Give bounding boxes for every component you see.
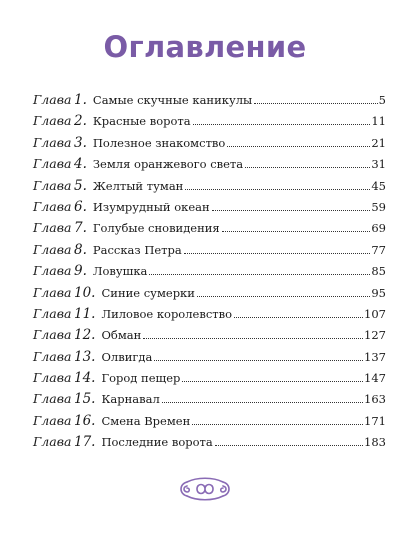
toc-entry (33, 156, 386, 177)
chapter-page-number: 45 (371, 178, 386, 193)
chapter-word: Глава (33, 348, 72, 364)
dot-leader (254, 103, 378, 104)
chapter-title: Лиловое королевство (101, 306, 233, 321)
chapter-number: 12. (74, 327, 96, 344)
toc-entry (33, 178, 386, 199)
chapter-title: Синие сумерки (101, 285, 195, 300)
chapter-number: 14. (74, 370, 96, 387)
chapter-number: 6. (74, 198, 87, 215)
dot-leader (162, 402, 363, 403)
chapter-page-number: 137 (364, 349, 386, 364)
chapter-page-number: 95 (371, 285, 386, 300)
chapter-page-number: 31 (371, 157, 386, 172)
chapter-word: Глава (33, 391, 72, 407)
chapter-title: Последние ворота (101, 435, 213, 450)
chapter-word: Глава (33, 305, 72, 321)
chapter-word: Глава (33, 198, 72, 214)
toc-entry (33, 306, 386, 327)
dot-leader (184, 253, 371, 254)
dot-leader (193, 124, 371, 125)
chapter-page-number: 85 (371, 264, 386, 279)
toc-entry (33, 135, 386, 156)
chapter-page-number: 147 (364, 371, 386, 386)
chapter-title: Смена Времен (101, 413, 191, 428)
chapter-number: 17. (74, 434, 96, 451)
chapter-title: Олвигда (101, 349, 153, 364)
chapter-page-number: 127 (364, 328, 386, 343)
toc-entry (33, 263, 386, 284)
chapter-number: 4. (74, 156, 87, 173)
chapter-page-number: 183 (364, 435, 386, 450)
chapter-title: Земля оранжевого света (92, 157, 244, 172)
chapter-page-number: 171 (364, 413, 386, 428)
chapter-title: Желтый туман (92, 178, 184, 193)
chapter-page-number: 59 (371, 199, 386, 214)
toc-entry (33, 92, 386, 113)
chapter-word: Глава (33, 263, 72, 279)
toc-entry (33, 220, 386, 241)
chapter-number: 5. (74, 177, 87, 194)
toc-entry (33, 327, 386, 348)
dot-leader (245, 167, 370, 168)
chapter-number: 2. (74, 113, 87, 130)
chapter-word: Глава (33, 284, 72, 300)
dot-leader (212, 210, 371, 211)
chapter-title: Голубые сновидения (92, 221, 220, 236)
dot-leader (154, 360, 363, 361)
toc-entry (33, 199, 386, 220)
chapter-page-number: 11 (371, 114, 386, 129)
flourish-ornament-icon (175, 475, 235, 503)
chapter-title: Ловушка (92, 264, 148, 279)
table-of-contents (33, 92, 386, 456)
toc-entry (33, 413, 386, 434)
chapter-page-number: 69 (371, 221, 386, 236)
dot-leader (143, 338, 363, 339)
chapter-word: Глава (33, 113, 72, 129)
chapter-word: Глава (33, 134, 72, 150)
chapter-title: Город пещер (101, 371, 181, 386)
chapter-word: Глава (33, 370, 72, 386)
chapter-number: 16. (74, 412, 96, 429)
dot-leader (215, 445, 363, 446)
dot-leader (197, 296, 370, 297)
chapter-number: 8. (74, 241, 87, 258)
chapter-number: 11. (74, 305, 96, 322)
chapter-title: Самые скучные каникулы (92, 93, 253, 107)
dot-leader (222, 231, 371, 232)
chapter-number: 1. (74, 92, 87, 108)
toc-entry (33, 370, 386, 391)
chapter-word: Глава (33, 177, 72, 193)
toc-entry (33, 113, 386, 134)
dot-leader (227, 146, 370, 147)
dot-leader (185, 189, 370, 190)
dot-leader (234, 317, 363, 318)
page-title: Оглавление (103, 30, 307, 64)
chapter-title: Красные ворота (92, 114, 191, 129)
chapter-page-number: 107 (364, 306, 386, 321)
chapter-title: Изумрудный океан (92, 199, 210, 214)
chapter-word: Глава (33, 241, 72, 257)
chapter-number: 10. (74, 284, 96, 301)
dot-leader (182, 381, 363, 382)
toc-entry (33, 349, 386, 370)
dot-leader (149, 274, 370, 275)
chapter-number: 9. (74, 263, 87, 280)
chapter-word: Глава (33, 92, 72, 107)
chapter-word: Глава (33, 412, 72, 428)
toc-entry (33, 391, 386, 412)
chapter-page-number: 21 (371, 135, 386, 150)
chapter-title: Рассказ Петра (92, 242, 182, 257)
chapter-page-number: 163 (364, 392, 386, 407)
dot-leader (192, 424, 363, 425)
chapter-word: Глава (33, 220, 72, 236)
chapter-word: Глава (33, 156, 72, 172)
chapter-word: Глава (33, 327, 72, 343)
chapter-page-number: 5 (378, 93, 386, 107)
chapter-number: 7. (74, 220, 87, 237)
chapter-number: 13. (74, 348, 96, 365)
toc-entry (33, 285, 386, 306)
chapter-number: 3. (74, 134, 87, 151)
chapter-number: 15. (74, 391, 96, 408)
chapter-title: Карнавал (101, 392, 160, 407)
toc-entry (33, 242, 386, 263)
chapter-word: Глава (33, 434, 72, 450)
toc-entry (33, 434, 386, 455)
chapter-page-number: 77 (371, 242, 386, 257)
chapter-title: Полезное знакомство (92, 135, 226, 150)
chapter-title: Обман (101, 328, 142, 343)
